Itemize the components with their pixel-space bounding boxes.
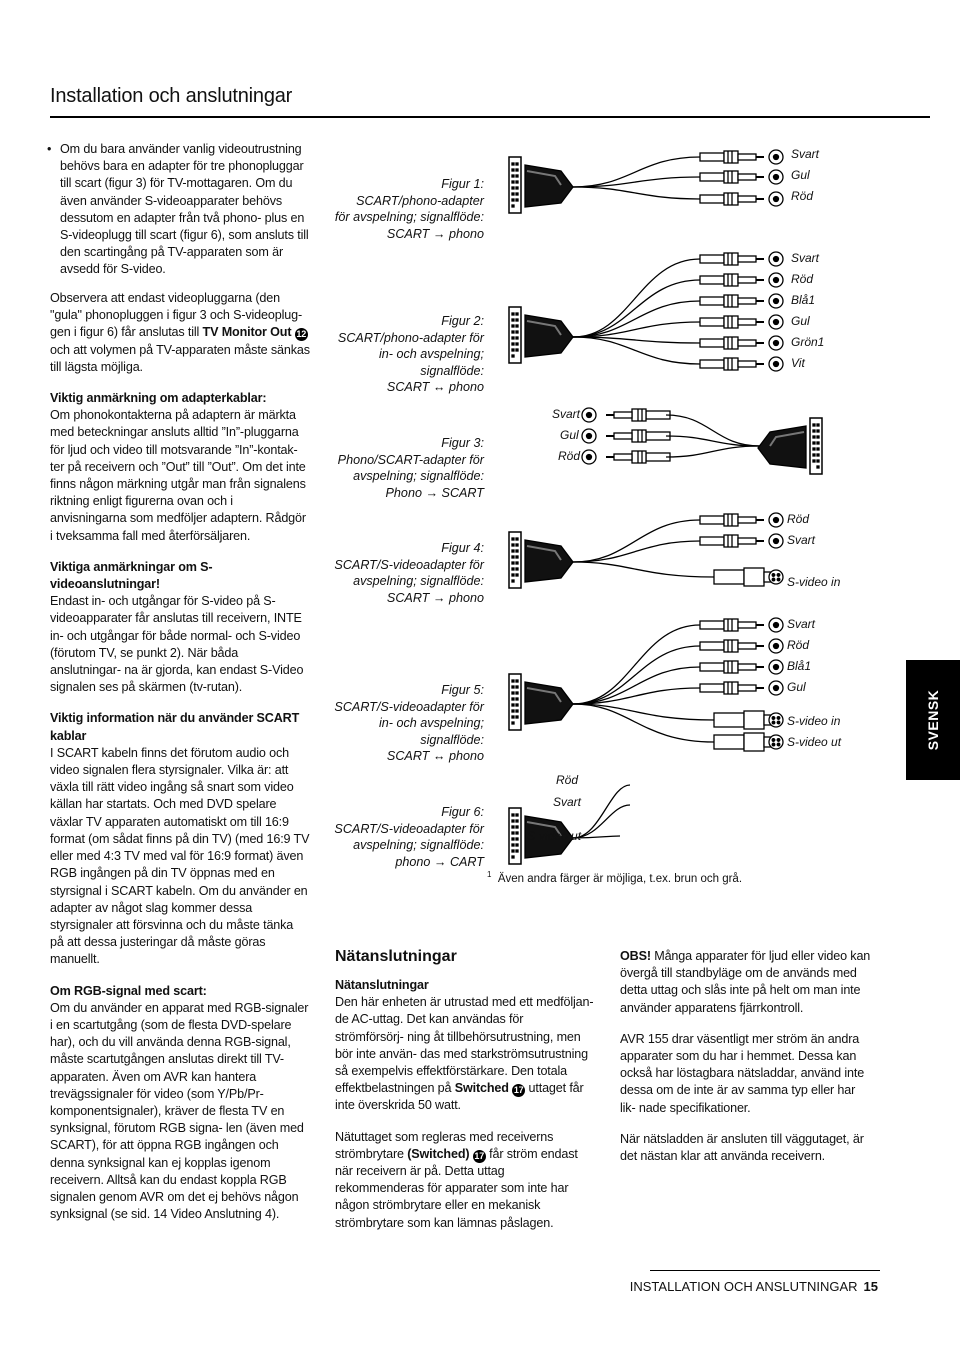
power-paragraph-1: Den här enheten är utrustad med ett medföljan- de AC-uttag. Det kan användas för strömförsörj- ning åt tillbehörsutrustning, men bör inte använ- das med starkströmsutrustning så exempelvis effektförstärkare. Den totala effektbelastningen på Switched 17 uttaget får inte överskrida 50 watt. bbox=[335, 995, 594, 1113]
label-s-video-in: S-video in bbox=[787, 575, 841, 589]
footer bbox=[630, 1279, 878, 1294]
page-number: 15 bbox=[863, 1279, 878, 1294]
label-rod: Röd bbox=[787, 638, 810, 652]
bullet-dot: • bbox=[47, 142, 52, 156]
rgb-text: Om du använder en apparat med RGB-signaler i en scartutgång (som de flesta DVD-spelare har), och du vill använda denna RGB-signal, måste scartutgången anslutas direkt till TV-apparaten. Även om AVR kan hantera trevägssignaler för video (som Y/Pb/Pr-komponentsignaler), kräver de flesta TV en synksignal, förutom RGB signa- len (även med SCART), för att öppna RGB ingången och denna synksignal kan ej kopplas igenom receivern. Alltså kan du endast koppla RGB signalen genom AVR om det ej behövs någon synksignal (se sid. 14 Video Anslutning 4). bbox=[50, 1000, 309, 1222]
label-svart: Svart bbox=[791, 147, 820, 161]
number-badge-17: 17 bbox=[474, 1150, 485, 1161]
power-subheading: Nätanslutningar bbox=[335, 978, 429, 992]
svideo-text: Endast in- och utgångar för S-video på S-videoapparater får anslutas till receivern, INTE in- och utgångar för både normal- och S-video (förutom TV, se punkt 2). När båda anslutningar- na är gjorda, kan endast S-Video signalen ses på skärmen (tv-rutan). bbox=[50, 594, 304, 695]
label-vit: Vit bbox=[791, 356, 805, 370]
figure-1-caption: Figur 1: SCART/phono-adapter för avspelning; signalflöde: SCART → phono bbox=[334, 177, 484, 241]
label-svart: Svart bbox=[787, 617, 816, 631]
adapter-text: Om phonokontakterna på adaptern är märkta med beteckningar ansluts alltid ”In”-pluggarna för ljud och video till motsvarande ”In”-kontak- ter på receivern och ”Out” till ”Out”. Om det inte finns någon märkning utgår man från signalens riktning enligt figurerna ovan och i anvisningarna som medföljer adaptern. Rådgör i tveksamma fall med återförsäljaren. bbox=[50, 408, 306, 543]
label-rod: Röd bbox=[787, 512, 810, 526]
language-tab: SVENSK bbox=[906, 660, 960, 780]
label-svart: Svart bbox=[552, 407, 581, 421]
obs-paragraph: OBS! Många apparater för ljud eller video kan övergå till standbyläge om de används med detta uttag och slås inte på helt om man inte använder apparatens fjärrkontroll. bbox=[620, 949, 871, 1015]
footer-section: INSTALLATION OCH ANSLUTNINGAR bbox=[629, 1279, 858, 1294]
power-column bbox=[335, 977, 595, 1246]
observe-paragraph: Observera att endast videopluggarna (den "gula" phonopluggen i figur 3 och S-videoplug- gen i figur 6) får anslutas till TV Monitor Out 12 och att volymen på TV-apparaten måste sänkas till lägsta möjliga. bbox=[50, 291, 310, 374]
scart-text: I SCART kabeln finns det förutom audio och video signalen flera styrsignaler. Vilka är: att växla till rätt video ingång så snart som video källan har startats. Och med DVD spelare växlar TV apparaten automatiskt om till 16:9 format (om sådat finns på din TV) (med 16:9 TV eller med 4:3 TV med val för 16:9 format) även RGB ingången på din TV öppnas med en styrsignal i SCART kabeln. Om du använder en adapter av något slag kommer dessa styrsignaler att försvinna och du måste tänka på att dessa justeringar då måste göras manuellt. bbox=[50, 745, 310, 967]
label-gul: Gul bbox=[787, 680, 806, 694]
figure-6-caption: Figur 6: SCART/S-videoadapter för avspelning; signalflöde: phono → CART bbox=[334, 805, 484, 869]
avr-paragraph: AVR 155 drar väsentligt mer ström än andra apparater som du har i hemmet. Dessa kan också har löstagbara nätsladdar, använd inte dessa om de inte är av samma typ eller har lik- nade specifikationer. bbox=[620, 1031, 865, 1115]
ready-paragraph: När nätsladden är ansluten till väggutaget, är det nästan klar att använda receivern. bbox=[620, 1131, 864, 1164]
label-s-video-ut: S-video ut bbox=[787, 735, 842, 749]
label-rod: Röd bbox=[558, 449, 581, 463]
footer-rule bbox=[650, 1270, 880, 1271]
label-gul: Gul bbox=[560, 428, 579, 442]
label-gul: Gul bbox=[791, 168, 810, 182]
rgb-heading: Om RGB-signal med scart: bbox=[50, 983, 207, 998]
label-svart: Svart bbox=[791, 251, 820, 265]
svideo-heading: Viktiga anmärkningar om S-videoanslutningar! bbox=[50, 559, 213, 592]
label-gron: Grön1 bbox=[791, 335, 825, 349]
label-bla: Blå1 bbox=[791, 293, 816, 307]
power-heading: Nätanslutningar bbox=[335, 948, 457, 965]
label-svart: Svart bbox=[553, 795, 582, 809]
label-s-video-ut: S-video ut bbox=[527, 829, 582, 843]
scart-heading: Viktig information när du använder SCART kablar bbox=[50, 711, 300, 743]
label-bla: Blå1 bbox=[787, 659, 812, 673]
figure-5-caption: Figur 5: SCART/S-videoadapter för in- och avspelning; signalflöde: SCART ↔ phono bbox=[334, 683, 484, 764]
footnote: $^1$ Även andra färger är möjliga, t.ex. brun och grå. bbox=[487, 870, 743, 885]
bullet-text: Om du bara använder vanlig videoutrustning behövs bara en adapter för tre phonopluggar till scart (figur 3) för TV-mottagaren. Om du även använder S-videoapparater behövs dessutom en adapter från två phono- plus en S-videoplugg till scart (figur 6), som ansluts till den scartingång på TV-apparaten som är avsedd för S-video. bbox=[60, 142, 309, 277]
page-title: Installation och anslutningar bbox=[50, 85, 293, 107]
number-badge-17: 17 bbox=[513, 1085, 524, 1096]
label-svart: Svart bbox=[787, 533, 816, 547]
figure-3-caption: Figur 3: Phono/SCART-adapter för avspelning; signalflöde: Phono → SCART bbox=[337, 436, 484, 500]
label-gul: Gul bbox=[791, 314, 810, 328]
right-column bbox=[620, 948, 872, 1179]
label-rod: Röd bbox=[556, 773, 579, 787]
figure-2-caption: Figur 2: SCART/phono-adapter för in- och avspelning; signalflöde: SCART ↔ phono bbox=[337, 314, 484, 395]
label-rod: Röd bbox=[791, 189, 814, 203]
label-s-video-in: S-video in bbox=[787, 714, 841, 728]
adapter-heading: Viktig anmärkning om adapterkablar: bbox=[50, 391, 267, 406]
label-rod: Röd bbox=[791, 272, 814, 286]
number-badge-12: 12 bbox=[296, 329, 307, 340]
figure-4-caption: Figur 4: SCART/S-videoadapter för avspelning; signalflöde: SCART → phono bbox=[334, 541, 484, 605]
power-paragraph-2: Nätuttaget som regleras med receiverns strömbrytare (Switched) 17 får ström endast när receivern är på. Detta uttag rekommenderas för apparater som inte har någon strömbrytare eller en mekanisk strömbrytare som kan lämnas påslagen. bbox=[335, 1129, 578, 1230]
